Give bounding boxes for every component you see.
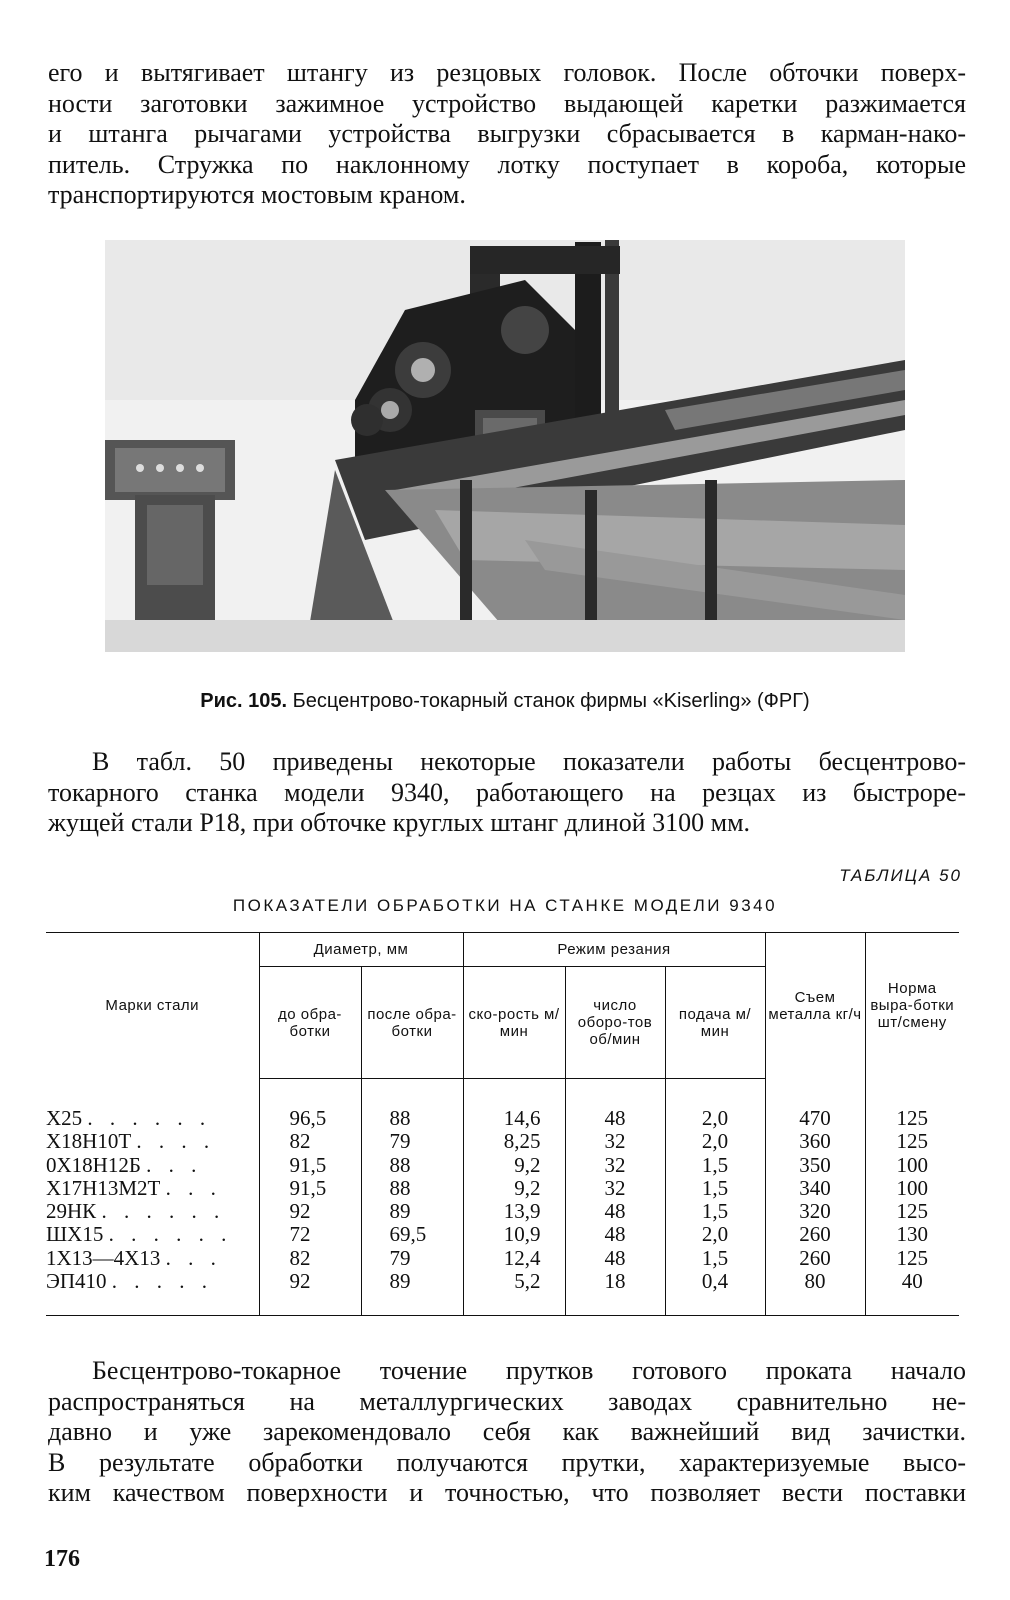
cell-steel-grade [46, 1130, 259, 1153]
text-line: Бесцентрово-токарное точение прутков готового проката начало [92, 1356, 966, 1385]
table-row [46, 1223, 959, 1246]
cell-norm: 100 [865, 1154, 959, 1177]
cell-norm: 125 [865, 1107, 959, 1130]
steel-grade-label: ШХ15 [46, 1223, 104, 1247]
cell-feed: 1,5 [665, 1200, 765, 1223]
steel-grade-label: 0Х18Н12Б [46, 1153, 141, 1177]
cell-norm: 125 [865, 1247, 959, 1270]
steel-grade-label: Х18Н10Т [46, 1130, 132, 1154]
cell-d-before: 82 [259, 1130, 361, 1153]
cell-rev: 48 [565, 1107, 665, 1130]
cell-steel-grade [46, 1223, 259, 1246]
leader-dots: . . . . . . [87, 1107, 212, 1130]
figure-caption-text: Бесцентрово-токарный станок фирмы «Kiserling» (ФРГ) [292, 690, 810, 712]
table-row [46, 1130, 959, 1153]
cell-feed: 1,5 [665, 1154, 765, 1177]
steel-grade-label: 1Х13—4Х13 [46, 1246, 161, 1270]
cell-speed: 12,4 [463, 1247, 565, 1270]
cell-norm: 100 [865, 1177, 959, 1200]
leader-dots: . . . . . [111, 1270, 214, 1294]
text-line: токарного станка модели 9340, работающего на резцах из быстроре- [48, 777, 966, 807]
leader-dots: . . . [165, 1246, 222, 1270]
steel-grade-label: ЭП410 [46, 1270, 107, 1294]
header-feed: подача м/мин [665, 967, 765, 1079]
header-diameter-after: после обра-ботки [361, 967, 463, 1079]
steel-grade-label: 29НК [46, 1200, 97, 1224]
cell-d-after: 89 [361, 1200, 463, 1223]
cell-d-after: 88 [361, 1107, 463, 1130]
paragraph-table-intro [48, 747, 966, 839]
cell-rev: 32 [565, 1130, 665, 1153]
cell-d-after: 88 [361, 1177, 463, 1200]
paragraph-conclusion [48, 1356, 966, 1509]
steel-grade-label: Х17Н13М2Т [46, 1176, 161, 1200]
cell-removal: 350 [765, 1154, 865, 1177]
cell-rev: 48 [565, 1247, 665, 1270]
cell-norm: 40 [865, 1270, 959, 1293]
leader-dots: . . . [146, 1153, 203, 1177]
cell-removal: 260 [765, 1223, 865, 1246]
cell-steel-grade [46, 1247, 259, 1270]
header-output-norm: Норма выра-ботки шт/смену [865, 933, 959, 1079]
cell-removal: 260 [765, 1247, 865, 1270]
cell-feed: 2,0 [665, 1130, 765, 1153]
paragraph-intro [48, 58, 966, 211]
table-title: ПОКАЗАТЕЛИ ОБРАБОТКИ НА СТАНКЕ МОДЕЛИ 9340 [232, 896, 778, 915]
table-row [46, 1247, 959, 1270]
leader-dots: . . . . . . [108, 1223, 233, 1247]
table-row [46, 1107, 959, 1130]
header-diameter: Диаметр, мм [259, 933, 463, 967]
cell-d-before: 96,5 [259, 1107, 361, 1130]
cell-d-after: 89 [361, 1270, 463, 1293]
header-speed: ско-рость м/мин [463, 967, 565, 1079]
text-line: и штанга рычагами устройства выгрузки сбрасывается в карман-нако- [48, 119, 966, 148]
page-number: 176 [44, 1546, 80, 1572]
cell-rev: 32 [565, 1154, 665, 1177]
table-row [46, 1154, 959, 1177]
text-line: питель. Стружка по наклонному лотку поступает в короба, которые [48, 149, 966, 179]
cell-d-before: 72 [259, 1223, 361, 1246]
figure-caption [0, 690, 1010, 713]
machine-illustration [105, 240, 905, 652]
cell-steel-grade [46, 1200, 259, 1223]
header-cutting-mode: Режим резания [463, 933, 765, 967]
text-line: его и вытягивает штангу из резцовых головок. После обточки поверх- [48, 58, 966, 87]
cell-rev: 18 [565, 1270, 665, 1293]
header-steel-grade: Марки стали [46, 933, 259, 1079]
cell-rev: 48 [565, 1200, 665, 1223]
header-revolutions: число оборо-тов об/мин [565, 967, 665, 1079]
cell-d-before: 92 [259, 1270, 361, 1293]
cell-d-after: 88 [361, 1154, 463, 1177]
cell-removal: 320 [765, 1200, 865, 1223]
machining-data-table [46, 932, 959, 1316]
figure-number: Рис. 105. [200, 690, 288, 712]
cell-feed: 1,5 [665, 1247, 765, 1270]
steel-grade-label: Х25 [46, 1107, 83, 1130]
leader-dots: . . . [165, 1176, 222, 1200]
cell-d-after: 69,5 [361, 1223, 463, 1246]
cell-norm: 130 [865, 1223, 959, 1246]
cell-steel-grade [46, 1177, 259, 1200]
text-line: ности заготовки зажимное устройство выдающей каретки разжимается [48, 88, 966, 118]
cell-feed: 0,4 [665, 1270, 765, 1293]
cell-speed: 13,9 [463, 1200, 565, 1223]
cell-d-after: 79 [361, 1130, 463, 1153]
cell-d-before: 91,5 [259, 1154, 361, 1177]
cell-speed: 9,2 [463, 1177, 565, 1200]
text-line: транспортируются мостовым краном. [48, 180, 466, 209]
cell-speed: 8,25 [463, 1130, 565, 1153]
cell-speed: 14,6 [463, 1107, 565, 1130]
leader-dots: . . . . [136, 1130, 216, 1154]
text-line: жущей стали Р18, при обточке круглых штанг длиной 3100 мм. [48, 808, 751, 837]
cell-feed: 1,5 [665, 1177, 765, 1200]
cell-norm: 125 [865, 1130, 959, 1153]
cell-steel-grade [46, 1154, 259, 1177]
text-line: распространяться на металлургических заводах сравнительно не- [48, 1386, 966, 1416]
cell-removal: 360 [765, 1130, 865, 1153]
cell-removal: 340 [765, 1177, 865, 1200]
cell-d-before: 92 [259, 1200, 361, 1223]
cell-removal: 80 [765, 1270, 865, 1293]
cell-feed: 2,0 [665, 1223, 765, 1246]
table-label: ТАБЛИЦА 50 [839, 866, 962, 885]
cell-steel-grade [46, 1270, 259, 1293]
text-line: давно и уже зарекомендовало себя как важнейший вид зачистки. [48, 1417, 966, 1446]
cell-d-after: 79 [361, 1247, 463, 1270]
text-line: В результате обработки получаются прутки, характеризуемые высо- [48, 1447, 966, 1477]
cell-speed: 9,2 [463, 1154, 565, 1177]
text-line: ким качеством поверхности и точностью, что позволяет вести поставки [48, 1478, 966, 1507]
cell-speed: 10,9 [463, 1223, 565, 1246]
cell-removal: 470 [765, 1107, 865, 1130]
cell-feed: 2,0 [665, 1107, 765, 1130]
header-metal-removal: Съем металла кг/ч [765, 933, 865, 1079]
cell-speed: 5,2 [463, 1270, 565, 1293]
table-row [46, 1200, 959, 1223]
machine-photo [105, 240, 905, 652]
cell-norm: 125 [865, 1200, 959, 1223]
text-line: В табл. 50 приведены некоторые показатели работы бесцентрово- [92, 747, 966, 776]
cell-d-before: 82 [259, 1247, 361, 1270]
cell-d-before: 91,5 [259, 1177, 361, 1200]
header-diameter-before: до обра-ботки [259, 967, 361, 1079]
cell-steel-grade [46, 1107, 259, 1130]
cell-rev: 48 [565, 1223, 665, 1246]
cell-rev: 32 [565, 1177, 665, 1200]
leader-dots: . . . . . . [101, 1200, 226, 1224]
table-row [46, 1270, 959, 1293]
table-row [46, 1177, 959, 1200]
